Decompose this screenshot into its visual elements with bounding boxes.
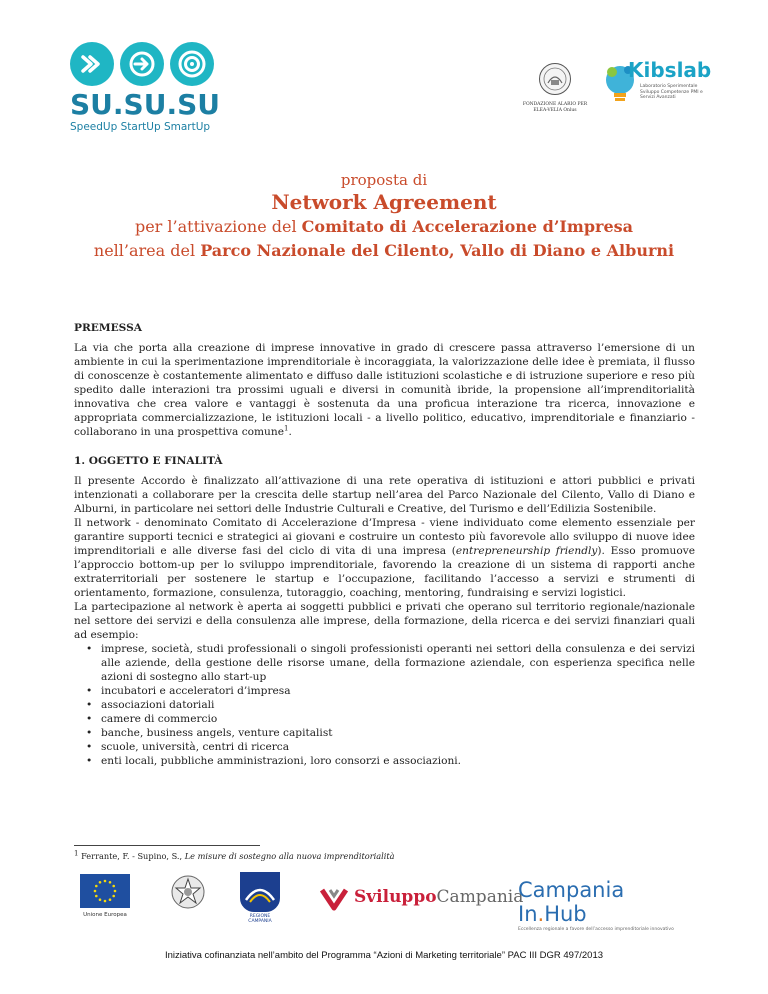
susu-subtitle: SpeedUp StartUp SmartUp bbox=[70, 121, 211, 133]
footer-logos bbox=[0, 868, 768, 938]
list-item: • scuole, università, centri di ricerca bbox=[86, 740, 695, 754]
fast-forward-icon bbox=[70, 42, 114, 86]
eu-logo bbox=[80, 874, 130, 918]
regione-campania-logo bbox=[240, 872, 280, 924]
document-title bbox=[0, 170, 768, 263]
sviluppo-mark-icon bbox=[320, 886, 350, 912]
funding-statement: Iniziativa cofinanziata nell’ambito del Programma “Azioni di Marketing territoriale” PAC III DGR 497/2013 bbox=[164, 950, 604, 961]
premessa-paragraph: La via che porta alla creazione di imprese innovative in grado di crescere passa attraverso l’emersione di un ambiente in cui la sperimentazione imprenditoriale è incoraggiata, la valorizzazione delle idee è premiata, il flusso di conoscenze è costantemente alimentato e diffuso dalle istituzioni scolastiche e di istruzione superiore e reso più spedito dalle interazioni tra prossimi uguali e diversi in comunità ibride, la propensione all’imprenditorialità innovativa che crea valore e vantaggi è sostenuta da una proficua interazione tra ricerca, innovazione e appropriata commercializzazione, le istituzioni locali - a livello politico, educativo, imprenditoriale e finanziario - collaborano in una prospettiva comune$^1$. bbox=[74, 342, 695, 438]
eu-caption: Unione Europea bbox=[83, 912, 127, 918]
fondazione-text: FONDAZIONE ALARIO PER ELEA-VELIA Onlus bbox=[522, 102, 588, 113]
footnote-divider bbox=[74, 845, 260, 846]
target-icon bbox=[170, 42, 214, 86]
kibslab-subtitle: Laboratorio Sperimentale Sviluppo Competenze PMI e Servizi Avanzati bbox=[640, 84, 703, 100]
campania-caption: REGIONE CAMPANIA bbox=[248, 914, 272, 924]
sviluppo-text: SviluppoCampania bbox=[354, 887, 524, 907]
section1-heading: 1. OGGETTO E FINALITÀ bbox=[74, 455, 223, 467]
list-item: • associazioni datoriali bbox=[86, 698, 695, 712]
sviluppo-campania-logo bbox=[320, 884, 524, 914]
section1-paragraph-1: Il presente Accordo è finalizzato all’attivazione di una rete operativa di istituzioni e attori pubblici e privati intenzionati a collaborare per la crescita delle startup nell’area del Parco Nazionale del Cilento, Vallo di Diano e Alburni, in particolare nei settori delle Industrie Culturali e Creative, del Turismo e dell’Edilizia Sostenibile. bbox=[74, 475, 695, 515]
title-line-1: proposta di bbox=[340, 171, 428, 189]
fondazione-logo bbox=[520, 62, 590, 113]
title-line-4: nell’area del Parco Nazionale del Cilento, Vallo di Diano e Alburni bbox=[93, 241, 675, 260]
campania-inhub-logo bbox=[518, 878, 698, 932]
title-line-3: per l’attivazione del Comitato di Accelerazione d’Impresa bbox=[134, 217, 634, 236]
kibslab-logo bbox=[600, 58, 710, 118]
list-item: • imprese, società, studi professionali o singoli professionisti operanti nei settori della consulenza e dei servizi alle aziende, della gestione delle risorse umane, della formazione aziendale, con esperienza specifica nelle azioni di sostegno allo start-up bbox=[86, 642, 695, 684]
title-line-2: Network Agreement bbox=[271, 190, 497, 214]
footnote-ref: 1 bbox=[283, 424, 289, 433]
italian-republic-emblem-icon bbox=[170, 872, 206, 912]
list-item: • camere di commercio bbox=[86, 712, 695, 726]
susu-title: SU.SU.SU bbox=[70, 88, 220, 121]
document-body bbox=[74, 321, 695, 768]
inhub-text: Campania In.Hub bbox=[518, 878, 625, 926]
list-item: • enti locali, pubbliche amministrazioni, loro consorzi e associazioni. bbox=[86, 754, 695, 768]
susu-logo bbox=[70, 42, 245, 142]
eu-flag-icon bbox=[80, 874, 130, 908]
kibslab-title: Kibslab bbox=[628, 58, 712, 82]
campania-shield-icon bbox=[240, 872, 280, 912]
list-item: • incubatori e acceleratori d’impresa bbox=[86, 684, 695, 698]
section1-paragraph-3: La partecipazione al network è aperta ai soggetti pubblici e privati che operano sul territorio regionale/nazionale nel settore dei servizi e della consulenza alle imprese, della formazione, della ricerca e dei servizi finanziari quali ad esempio: bbox=[74, 601, 695, 641]
arrow-right-icon bbox=[120, 42, 164, 86]
inhub-caption: Eccellenza regionale a favore dell’accesso imprenditoriale innovativo bbox=[518, 927, 674, 932]
participants-list bbox=[86, 642, 695, 768]
seal-icon bbox=[538, 62, 572, 96]
premessa-heading: PREMESSA bbox=[74, 322, 142, 334]
section1-paragraph-2: Il network - denominato Comitato di Accelerazione d’Impresa - viene individuato come elemento essenziale per garantire supporti tecnici e strategici ai giovani e costruire un contesto più favorevole allo sviluppo di nuove idee imprenditoriali e alle diverse fasi del ciclo di vita di una impresa (entrepreneurship friendly). Esso promuove l’approccio bottom-up per lo sviluppo imprenditoriale, favorendo la creazione di un sistema di rapporti anche extraterritoriali per sostenere le startup e l’occupazione, facilitando l’accesso a servizi e strumenti di orientamento, formazione, consulenza, tutoraggio, coaching, mentoring, fundraising e servizi logistici. bbox=[74, 517, 695, 599]
list-item: • banche, business angels, venture capitalist bbox=[86, 726, 695, 740]
footnote: $^1$ Ferrante, F. - Supino, S., Le misure di sostegno alla nuova imprenditorialità bbox=[74, 849, 395, 861]
